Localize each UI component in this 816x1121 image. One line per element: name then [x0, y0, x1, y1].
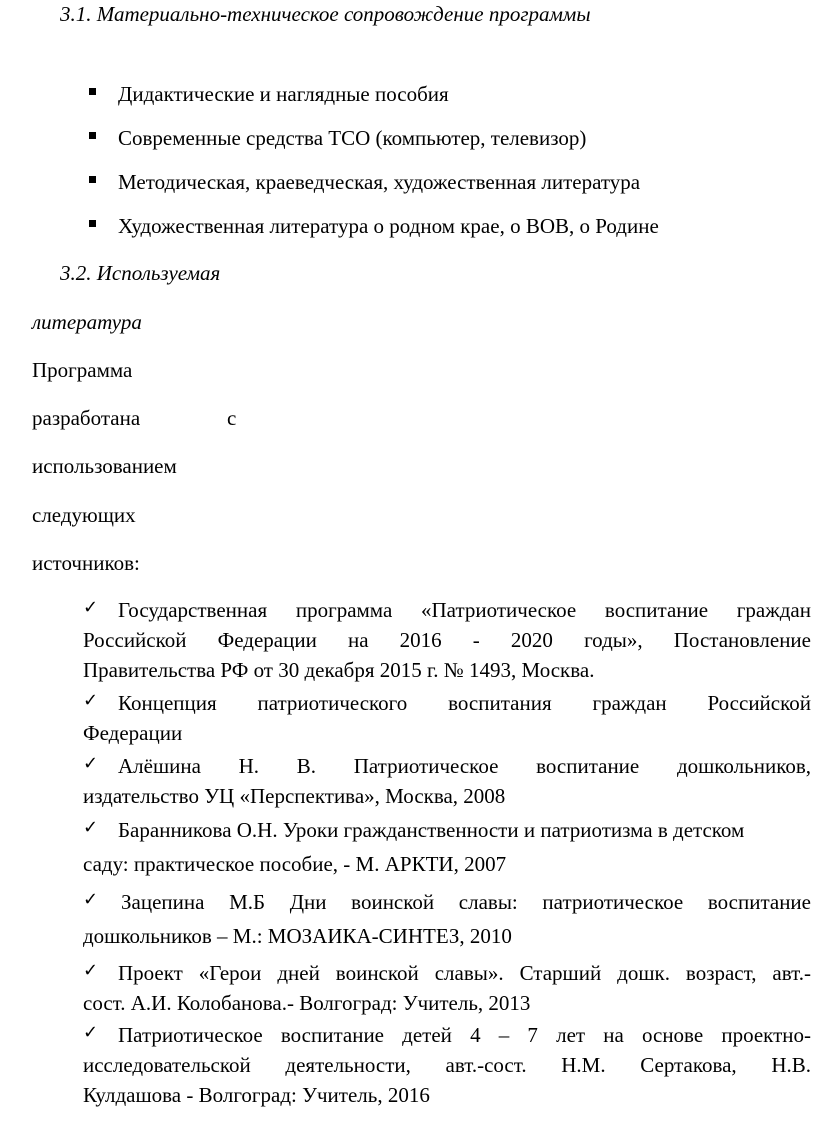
list-item-text: Дидактические и наглядные пособия [118, 82, 449, 106]
section-heading-3-2: 3.2. Используемая [60, 261, 221, 285]
intro-word: следующих [32, 503, 136, 527]
list-item-text: Современные средства ТСО (компьютер, телевизор) [118, 126, 587, 150]
checkmark-icon: ✓ [83, 597, 99, 618]
reference-line: издательство УЦ «Перспектива», Москва, 2008 [83, 784, 506, 808]
intro-word: Программа [32, 358, 133, 382]
reference-line: исследовательской деятельности, авт.-сост. Н.М. Сертакова, Н.В. [83, 1053, 811, 1077]
checkmark-icon: ✓ [83, 817, 99, 838]
square-bullet-icon [89, 132, 96, 139]
checkmark-icon: ✓ [83, 960, 99, 981]
reference-line: саду: практическое пособие, - М. АРКТИ, 2007 [83, 852, 507, 876]
reference-line: Проект «Герои дней воинской славы». Старший дошк. возраст, авт.- [118, 961, 811, 985]
reference-line: Федерации [83, 721, 183, 745]
section-heading-3-1: 3.1. Материально-техническое сопровождение программы [60, 2, 591, 26]
checkmark-icon: ✓ [83, 1022, 99, 1043]
reference-line: Российской Федерации на 2016 - 2020 годы», Постановление [83, 628, 811, 652]
checkmark-icon: ✓ [83, 690, 99, 711]
intro-word: источников: [32, 551, 140, 575]
checkmark-icon: ✓ [83, 753, 99, 774]
reference-line: Баранникова О.Н. Уроки гражданственности и патриотизма в детском [118, 818, 745, 842]
intro-word: с [227, 406, 237, 430]
reference-line: Кулдашова - Волгоград: Учитель, 2016 [83, 1083, 430, 1107]
checkmark-icon: ✓ [83, 889, 99, 910]
list-item-text: Методическая, краеведческая, художественная литература [118, 170, 641, 194]
section-heading-3-2-cont: литература [32, 310, 142, 334]
reference-line: Алёшина Н. В. Патриотическое воспитание дошкольников, [118, 754, 811, 778]
square-bullet-icon [89, 220, 96, 227]
square-bullet-icon [89, 88, 96, 95]
list-item-text: Художественная литература о родном крае, о ВОВ, о Родине [118, 214, 659, 238]
reference-line: Зацепина М.Б Дни воинской славы: патриотическое воспитание [121, 890, 811, 914]
reference-line: Правительства РФ от 30 декабря 2015 г. № 1493, Москва. [83, 658, 595, 682]
reference-line: сост. А.И. Колобанова.- Волгоград: Учитель, 2013 [83, 991, 531, 1015]
reference-line: дошкольников – М.: МОЗАИКА-СИНТЕЗ, 2010 [83, 924, 512, 948]
intro-word: разработана [32, 406, 141, 430]
reference-line: Концепция патриотического воспитания граждан Российской [118, 691, 811, 715]
intro-word: использованием [32, 454, 177, 478]
square-bullet-icon [89, 176, 96, 183]
reference-line: Патриотическое воспитание детей 4 – 7 лет на основе проектно- [118, 1023, 811, 1047]
reference-line: Государственная программа «Патриотическое воспитание граждан [118, 598, 811, 622]
